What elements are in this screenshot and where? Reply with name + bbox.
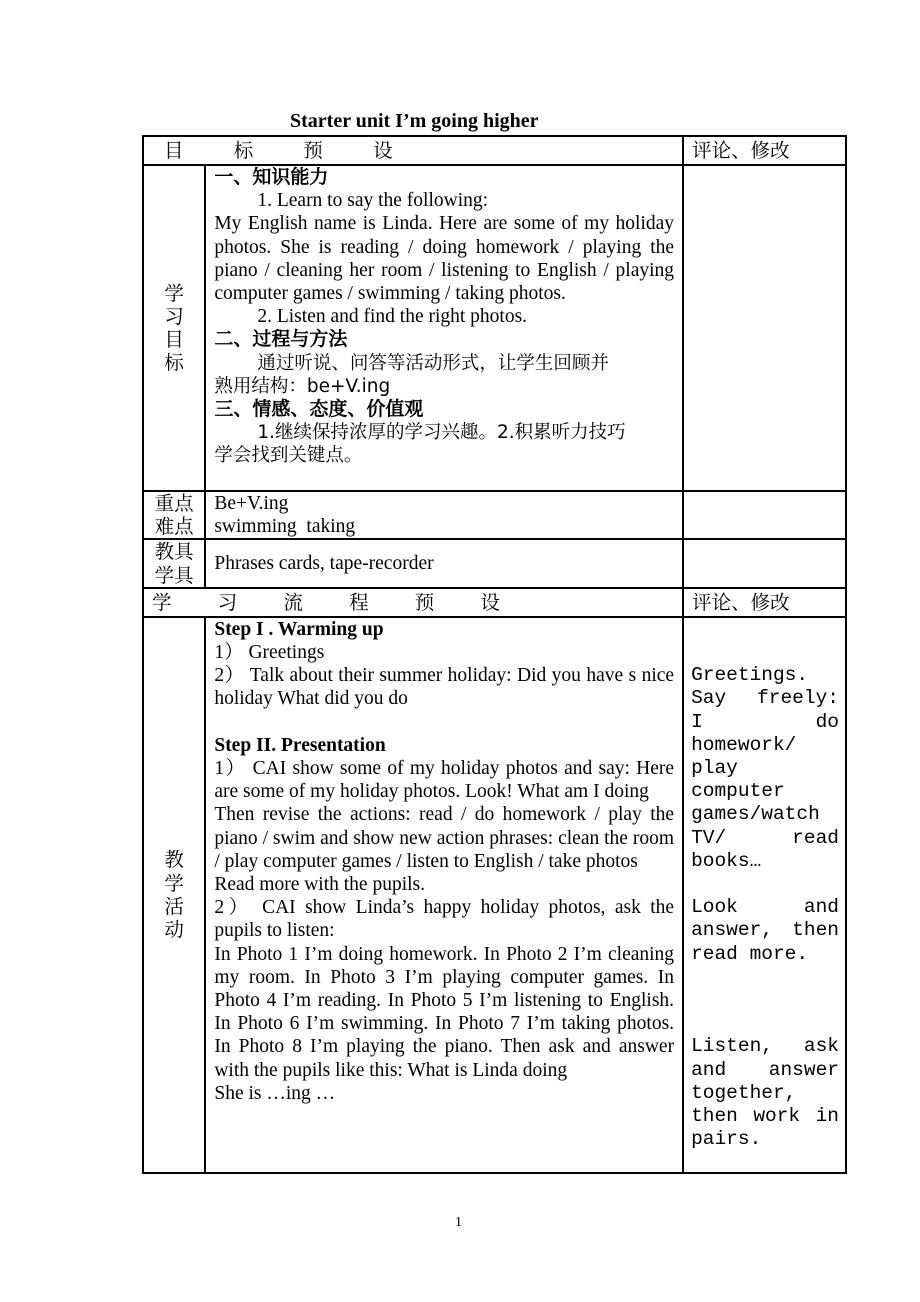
comment-header: 评论、修改 [683, 136, 846, 165]
learning-goals-row [143, 165, 846, 491]
teaching-activities-row [143, 617, 846, 1173]
step2-item-c: Read more with the pupils. [214, 874, 426, 896]
teaching-aids-content: Phrases cards, tape-recorder [205, 539, 683, 587]
key-points-comment [683, 491, 846, 539]
goal-heading-process: 二、过程与方法 [214, 328, 348, 351]
header-row-process [143, 588, 846, 617]
teaching-aids-comment [683, 539, 846, 587]
key-point-1: Be+V.ing [214, 493, 289, 514]
teaching-aids-label: 教具 学具 [143, 539, 205, 587]
goal-item-2: 2. Listen and find the right photos. [257, 306, 528, 328]
step2-item-e: In Photo 1 I’m doing homework. In Photo 2 I’m cleaning my room. In Photo 3 I’m playing computer games. In Photo 4 I’m reading. In Photo 5 I’m listening to English. In Photo 6 I’m swimming. In Photo 7 I’m taking photos. In Photo 8 I’m playing the piano. Then ask and answer with the pupils like this: What is Linda doing [214, 943, 675, 1081]
learning-goals-label: 学 习 目 标 [143, 165, 205, 491]
goal-attitude-text-1: 1.继续保持浓厚的学习兴趣。2.积累听力技巧 [257, 422, 626, 444]
lesson-plan-table [142, 135, 847, 1174]
key-points-row [143, 491, 846, 539]
comment-look-answer: Look and answer, then read more. [691, 896, 839, 965]
step2-item-d: 2） CAI show Linda’s happy holiday photos, ask the pupils to listen: [214, 897, 675, 942]
goal-process-text-1: 通过听说、问答等活动形式，让学生回顾并 [257, 352, 609, 374]
goals-header: 目 标 预 设 [143, 136, 683, 165]
goal-item-1: 1. Learn to say the following: [257, 190, 489, 212]
step2-item-f: She is …ing … [214, 1082, 336, 1104]
learning-goals-content [205, 165, 683, 491]
header-row-goals [143, 136, 846, 165]
key-points-label: 重点 难点 [143, 491, 205, 539]
comment-say-freely: Say freely: I do homework/ play computer games/watch TV/ read books… [691, 687, 839, 872]
step2-title: Step II. Presentation [214, 734, 386, 756]
goal-heading-attitude: 三、情感、态度、价值观 [214, 398, 424, 421]
page-title: Starter unit I’m going higher [290, 110, 539, 132]
step1-item-b: 2） Talk about their summer holiday: Did you have s nice holiday What did you do [214, 665, 675, 710]
process-comment-header: 评论、修改 [683, 588, 846, 617]
goal-item-1-text: My English name is Linda. Here are some of my holiday photos. She is reading / doing homework / playing the piano / cleaning her room / listening to English / playing computer games / swimming / taking photos. [214, 213, 675, 305]
learning-goals-comment [683, 165, 846, 491]
comment-greetings: Greetings. [691, 664, 809, 687]
step1-title: Step I . Warming up [214, 618, 384, 640]
step1-item-a: 1） Greetings [214, 642, 325, 664]
key-point-2: swimming taking [214, 516, 356, 538]
page-number: 1 [455, 1215, 462, 1230]
key-points-content [205, 491, 683, 539]
goal-heading-knowledge: 一、知识能力 [214, 166, 329, 188]
step2-item-b: Then revise the actions: read / do homework / play the piano / swim and show new action phrases: clean the room / play computer games / listen to English / take photos [214, 804, 675, 872]
teaching-activities-content [205, 617, 683, 1173]
step2-item-a: 1） CAI show some of my holiday photos and say: Here are some of my holiday photos. Look! What am I doing [214, 758, 675, 803]
goal-attitude-text-2: 学会找到关键点。 [214, 445, 363, 467]
goal-process-text-2: 熟用结构：be+V.ing [214, 375, 391, 397]
teaching-activities-label: 教 学 活 动 [143, 617, 205, 1173]
teaching-aids-row [143, 539, 846, 587]
process-header: 学 习 流 程 预 设 [143, 588, 683, 617]
teaching-activities-comment [683, 617, 846, 1173]
comment-listen-ask: Listen, ask and answer together, then work in pairs. [691, 1035, 839, 1151]
